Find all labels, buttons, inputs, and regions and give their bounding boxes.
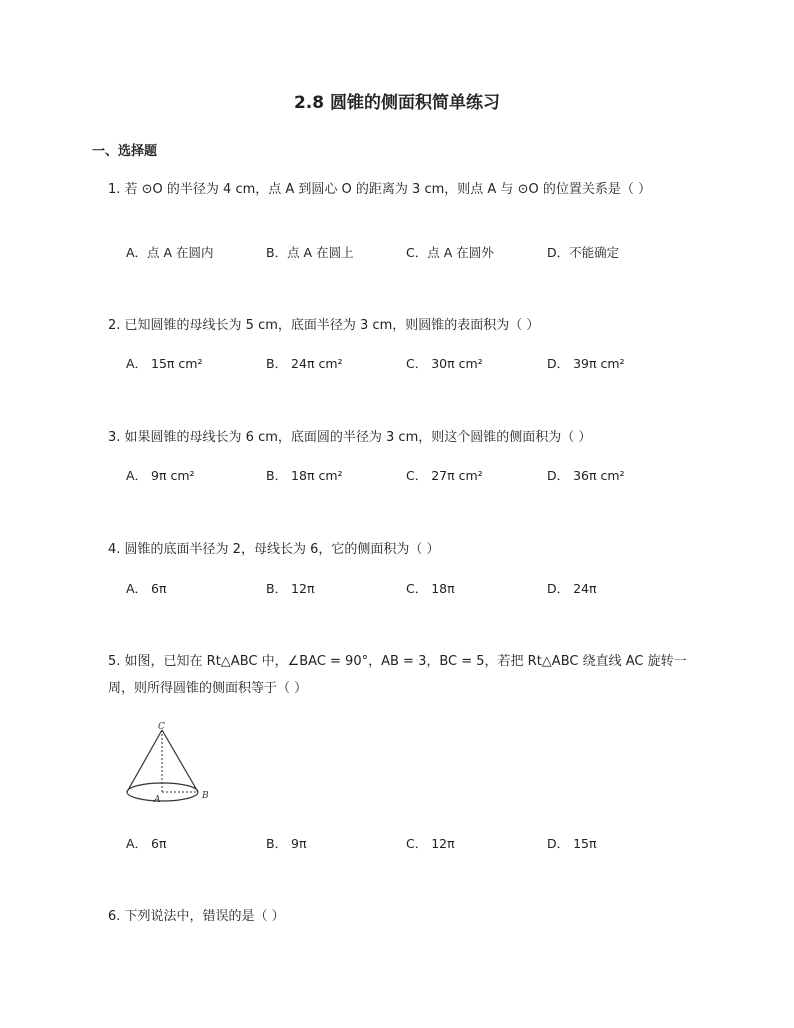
option-c[interactable]: C． 27π cm² bbox=[406, 468, 483, 483]
question-1: 1. 若 ⊙O 的半径为 4 cm，点 A 到圆心 O 的距离为 3 cm，则点 A 与 ⊙O 的位置关系是（ ） bbox=[108, 182, 651, 197]
label-c: C bbox=[158, 722, 165, 732]
option-c[interactable]: C． 30π cm² bbox=[406, 356, 483, 371]
option-d[interactable]: D．不能确定 bbox=[547, 245, 620, 260]
option-a[interactable]: A． 6π bbox=[126, 836, 167, 851]
question-2: 2. 已知圆锥的母线长为 5 cm，底面半径为 3 cm，则圆锥的表面积为（ ） bbox=[108, 318, 540, 333]
options-3 bbox=[126, 466, 706, 486]
option-d[interactable]: D． 39π cm² bbox=[547, 356, 625, 371]
section-heading: 一、选择题 bbox=[92, 144, 158, 159]
option-b[interactable]: B． 18π cm² bbox=[266, 468, 343, 483]
option-b[interactable]: B． 9π bbox=[266, 836, 307, 851]
question-5: 5. 如图，已知在 Rt△ABC 中，∠BAC = 90°，AB = 3，BC = 5，若把 Rt△ABC 绕直线 AC 旋转一周，则所得圆锥的侧面积等于（ ） bbox=[108, 654, 687, 696]
page-title: 2.8 圆锥的侧面积简单练习 bbox=[293, 93, 501, 113]
options-5 bbox=[126, 834, 706, 854]
option-b[interactable]: B． 24π cm² bbox=[266, 356, 343, 371]
options-1 bbox=[126, 243, 706, 263]
question-4: 4. 圆锥的底面半径为 2，母线长为 6，它的侧面积为（ ） bbox=[108, 542, 440, 557]
option-c[interactable]: C． 12π bbox=[406, 836, 455, 851]
options-4 bbox=[126, 579, 706, 599]
cone-figure bbox=[118, 718, 218, 810]
options-2 bbox=[126, 354, 706, 374]
option-c[interactable]: C． 18π bbox=[406, 581, 455, 596]
label-b: B bbox=[202, 791, 209, 801]
option-d[interactable]: D． 24π bbox=[547, 581, 597, 596]
option-d[interactable]: D． 36π cm² bbox=[547, 468, 625, 483]
option-a[interactable]: A． 9π cm² bbox=[126, 468, 195, 483]
option-a[interactable]: A． 15π cm² bbox=[126, 356, 203, 371]
label-a: A bbox=[154, 795, 161, 805]
option-b[interactable]: B． 12π bbox=[266, 581, 315, 596]
option-d[interactable]: D． 15π bbox=[547, 836, 597, 851]
question-6: 6. 下列说法中，错误的是（ ） bbox=[108, 909, 285, 924]
option-a[interactable]: A．点 A 在圆内 bbox=[126, 245, 214, 260]
option-a[interactable]: A． 6π bbox=[126, 581, 167, 596]
option-b[interactable]: B．点 A 在圆上 bbox=[266, 245, 354, 260]
cone-diagram bbox=[118, 718, 218, 810]
option-c[interactable]: C．点 A 在圆外 bbox=[406, 245, 494, 260]
question-3: 3. 如果圆锥的母线长为 6 cm，底面圆的半径为 3 cm，则这个圆锥的侧面积为（ ） bbox=[108, 430, 592, 445]
